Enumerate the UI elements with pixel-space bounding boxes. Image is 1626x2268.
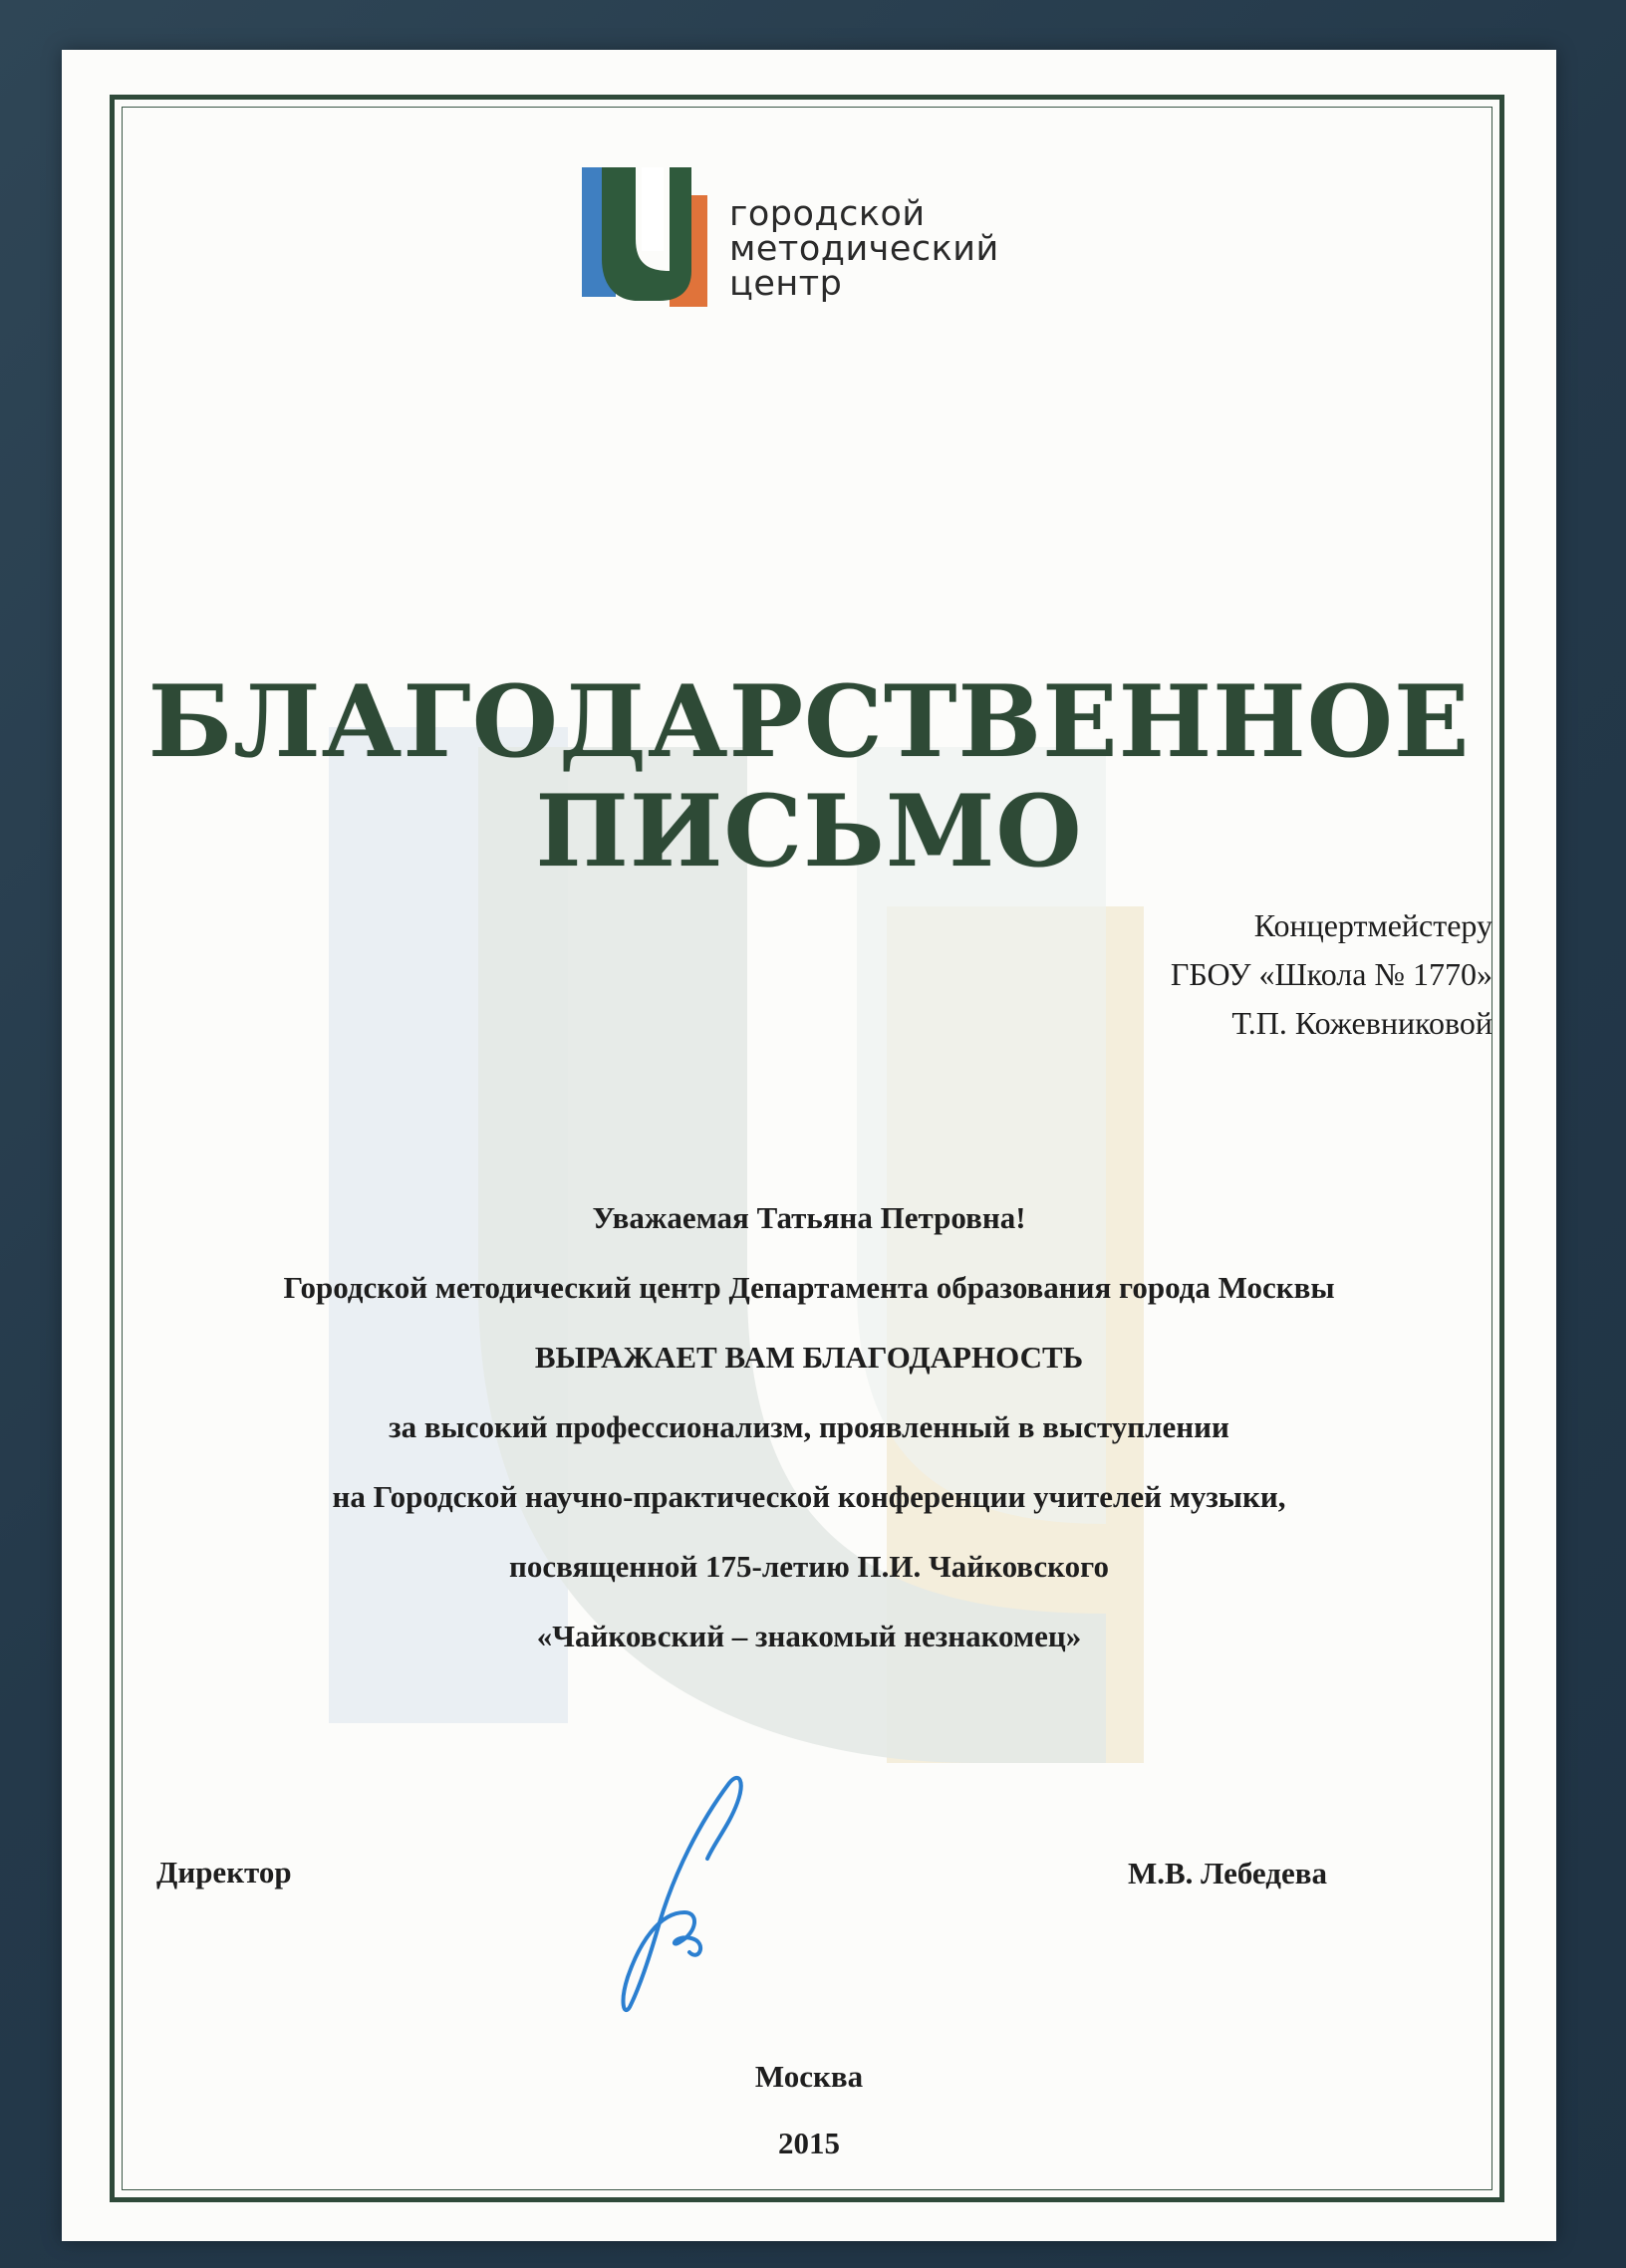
document-title-line-1: БЛАГОДАРСТВЕННОЕ xyxy=(147,664,1471,780)
body-line-3: за высокий профессионализм, проявленный в выступлении xyxy=(389,1409,1229,1444)
handwritten-signature xyxy=(580,1763,779,2022)
signatory-name: М.В. Лебедева xyxy=(1128,1856,1327,1890)
logo-line-3: центр xyxy=(729,264,843,304)
greeting: Уважаемая Татьяна Петровна! xyxy=(592,1200,1026,1235)
body-line-2: ВЫРАЖАЕТ ВАМ БЛАГОДАРНОСТЬ xyxy=(534,1340,1084,1375)
recipient-name: Т.П. Кожевниковой xyxy=(1231,1005,1492,1041)
body-line-5: посвященной 175-летию П.И. Чайковского xyxy=(509,1549,1109,1584)
logo xyxy=(580,167,1098,317)
signatory-title: Директор xyxy=(156,1855,292,1890)
body-line-6: «Чайковский – знакомый незнакомец» xyxy=(536,1619,1082,1653)
body-line-1: Городской методический центр Департамента образования города Москвы xyxy=(283,1270,1335,1305)
year: 2015 xyxy=(778,2126,840,2160)
body-line-4: на Городской научно-практической конференции учителей музыки, xyxy=(332,1479,1286,1514)
logo-mark-icon xyxy=(580,167,709,307)
logo-line-2: методический xyxy=(729,229,999,269)
document-title-line-2: ПИСЬМО xyxy=(535,774,1083,889)
city: Москва xyxy=(754,2059,864,2094)
recipient-position: Концертмейстеру xyxy=(1253,907,1492,943)
recipient-block xyxy=(1171,901,1492,1048)
logo-text xyxy=(729,194,999,304)
recipient-organization: ГБОУ «Школа № 1770» xyxy=(1170,956,1492,992)
letter-body xyxy=(62,1183,1556,1671)
certificate-page xyxy=(62,50,1556,2241)
logo-line-1: городской xyxy=(729,194,926,234)
